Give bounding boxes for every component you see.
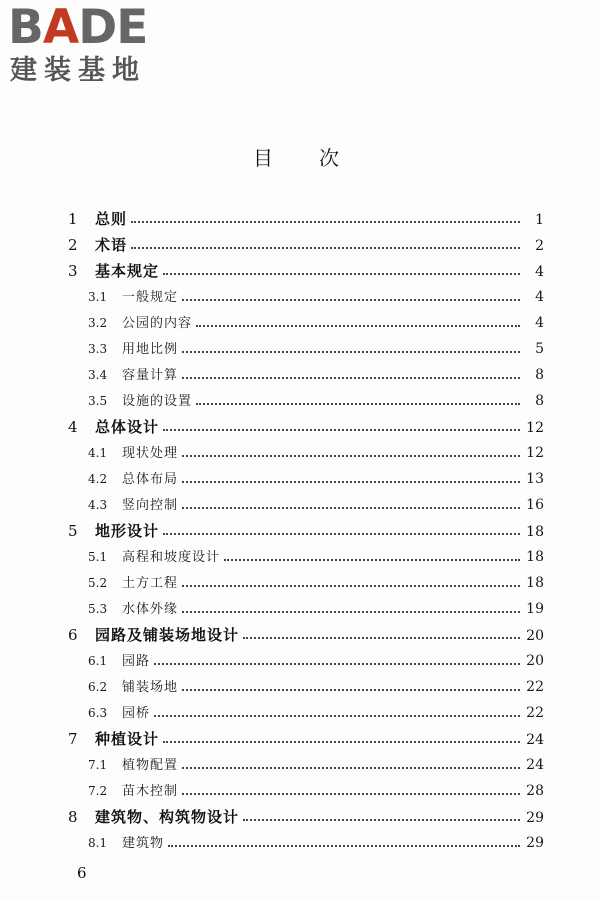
toc-dot-leader <box>243 818 520 821</box>
toc-entry-title: 种植设计 <box>95 730 160 748</box>
toc-entry-page: 20 <box>526 653 544 669</box>
toc-dot-leader <box>182 766 520 769</box>
toc-entry-title: 公园的内容 <box>122 316 193 331</box>
toc-entry-page: 28 <box>526 783 544 799</box>
toc-entry-number: 2 <box>68 236 78 254</box>
toc-entry-number: 3.5 <box>88 394 108 408</box>
toc-chapter-entry[interactable] <box>68 258 544 284</box>
toc-entry-number: 3 <box>68 262 78 280</box>
toc-entry-number: 6.1 <box>88 654 108 668</box>
toc-entry-number: 3.3 <box>88 342 108 356</box>
toc-dot-leader <box>131 246 520 249</box>
toc-entry-number: 6.2 <box>88 680 108 694</box>
toc-entry-number: 6.3 <box>88 706 108 720</box>
logo-subtitle: 建装基地 <box>10 55 146 86</box>
toc-entry-number: 7.2 <box>88 784 108 798</box>
toc-entry-page: 16 <box>526 497 544 513</box>
toc-entry-title: 园路及铺装场地设计 <box>95 626 240 644</box>
toc-entry-page: 19 <box>526 601 544 617</box>
toc-entry-page: 29 <box>526 835 544 851</box>
toc-entry-title: 设施的设置 <box>122 394 193 409</box>
toc-section-entry[interactable] <box>68 492 544 518</box>
toc-dot-leader <box>182 506 520 509</box>
toc-dot-leader <box>196 324 520 327</box>
toc-entry-title: 铺装场地 <box>122 680 179 695</box>
toc-entry-page: 4 <box>535 264 544 280</box>
toc-chapter-entry[interactable] <box>68 414 544 440</box>
toc-entry-number: 8 <box>68 808 78 826</box>
toc-entry-page: 29 <box>526 810 544 826</box>
toc-section-entry[interactable] <box>68 752 544 778</box>
toc-dot-leader <box>196 402 520 405</box>
toc-dot-leader <box>168 844 520 847</box>
page-number: 6 <box>77 864 87 882</box>
toc-dot-leader <box>182 584 520 587</box>
toc-entry-page: 18 <box>526 524 544 540</box>
toc-entry-page: 8 <box>535 393 544 409</box>
toc-entry-page: 4 <box>535 289 544 305</box>
toc-entry-page: 5 <box>535 341 544 357</box>
toc-section-entry[interactable] <box>68 674 544 700</box>
toc-entry-number: 3.1 <box>88 290 108 304</box>
toc-entry-title: 苗木控制 <box>122 784 179 799</box>
toc-entry-number: 7 <box>68 730 78 748</box>
logo-wordmark: BADE <box>8 0 148 55</box>
toc-dot-leader <box>243 636 520 639</box>
toc-entry-title: 地形设计 <box>95 522 160 540</box>
toc-chapter-entry[interactable] <box>68 206 544 232</box>
toc-dot-leader <box>182 350 520 353</box>
toc-entry-number: 4 <box>68 418 78 436</box>
toc-entry-number: 3.4 <box>88 368 108 382</box>
toc-chapter-entry[interactable] <box>68 232 544 258</box>
toc-section-entry[interactable] <box>68 596 544 622</box>
toc-entry-title: 园桥 <box>122 706 151 721</box>
toc-entry-page: 13 <box>526 471 544 487</box>
toc-entry-title: 水体外缘 <box>122 602 179 617</box>
toc-dot-leader <box>182 298 520 301</box>
toc-entry-number: 5 <box>68 522 78 540</box>
toc-section-entry[interactable] <box>68 362 544 388</box>
toc-entry-page: 1 <box>535 212 544 228</box>
toc-section-entry[interactable] <box>68 310 544 336</box>
toc-entry-number: 8.1 <box>88 836 108 850</box>
toc-entry-number: 5.1 <box>88 550 108 564</box>
toc-entry-number: 4.3 <box>88 498 108 512</box>
toc-chapter-entry[interactable] <box>68 726 544 752</box>
toc-section-entry[interactable] <box>68 700 544 726</box>
toc-entry-page: 24 <box>526 732 544 748</box>
toc-section-entry[interactable] <box>68 830 544 856</box>
toc-entry-page: 2 <box>535 238 544 254</box>
toc-entry-title: 现状处理 <box>122 446 179 461</box>
toc-entry-page: 8 <box>535 367 544 383</box>
toc-dot-leader <box>163 740 520 743</box>
toc-entry-page: 24 <box>526 757 544 773</box>
toc-section-entry[interactable] <box>68 544 544 570</box>
toc-section-entry[interactable] <box>68 778 544 804</box>
toc-entry-title: 总体布局 <box>122 472 179 487</box>
toc-entry-number: 7.1 <box>88 758 108 772</box>
toc-entry-page: 22 <box>526 679 544 695</box>
toc-entry-number: 1 <box>68 210 78 228</box>
toc-entry-title: 土方工程 <box>122 576 179 591</box>
toc-entry-title: 竖向控制 <box>122 498 179 513</box>
toc-entry-title: 建筑物 <box>122 836 165 851</box>
toc-entry-number: 5.3 <box>88 602 108 616</box>
toc-section-entry[interactable] <box>68 388 544 414</box>
toc-dot-leader <box>182 792 520 795</box>
toc-entry-page: 12 <box>526 420 544 436</box>
page-title: 目次 <box>253 146 385 170</box>
toc-chapter-entry[interactable] <box>68 518 544 544</box>
toc-entry-title: 容量计算 <box>122 368 179 383</box>
toc-entry-number: 3.2 <box>88 316 108 330</box>
toc-dot-leader <box>131 220 520 223</box>
toc-dot-leader <box>224 558 520 561</box>
toc-entry-title: 基本规定 <box>95 262 160 280</box>
toc-entry-number: 4.2 <box>88 472 108 486</box>
toc-entry-title: 植物配置 <box>122 758 179 773</box>
toc-dot-leader <box>163 532 520 535</box>
toc-section-entry[interactable] <box>68 284 544 310</box>
toc-entry-title: 总体设计 <box>95 418 160 436</box>
toc-entry-page: 18 <box>526 575 544 591</box>
toc-entry-page: 22 <box>526 705 544 721</box>
toc-entry-title: 术语 <box>95 236 128 254</box>
toc-entry-title: 总则 <box>95 210 128 228</box>
toc-entry-number: 5.2 <box>88 576 108 590</box>
toc-section-entry[interactable] <box>68 440 544 466</box>
toc-dot-leader <box>182 376 520 379</box>
toc-chapter-entry[interactable] <box>68 622 544 648</box>
table-of-contents <box>68 206 544 856</box>
toc-entry-title: 建筑物、构筑物设计 <box>95 808 240 826</box>
toc-entry-title: 用地比例 <box>122 342 179 357</box>
toc-entry-number: 6 <box>68 626 78 644</box>
toc-entry-title: 一般规定 <box>122 290 179 305</box>
toc-dot-leader <box>182 610 520 613</box>
toc-dot-leader <box>163 272 520 275</box>
toc-entry-page: 12 <box>526 445 544 461</box>
toc-section-entry[interactable] <box>68 336 544 362</box>
toc-dot-leader <box>182 480 520 483</box>
toc-entry-page: 18 <box>526 549 544 565</box>
toc-entry-page: 20 <box>526 628 544 644</box>
toc-dot-leader <box>163 428 520 431</box>
brand-logo <box>8 0 178 88</box>
toc-dot-leader <box>182 688 520 691</box>
toc-section-entry[interactable] <box>68 570 544 596</box>
toc-entry-title: 园路 <box>122 654 151 669</box>
toc-section-entry[interactable] <box>68 648 544 674</box>
toc-dot-leader <box>154 662 520 665</box>
toc-chapter-entry[interactable] <box>68 804 544 830</box>
toc-entry-page: 4 <box>535 315 544 331</box>
toc-dot-leader <box>154 714 520 717</box>
toc-entry-title: 高程和坡度设计 <box>122 550 221 565</box>
toc-section-entry[interactable] <box>68 466 544 492</box>
toc-dot-leader <box>182 454 520 457</box>
toc-entry-number: 4.1 <box>88 446 108 460</box>
